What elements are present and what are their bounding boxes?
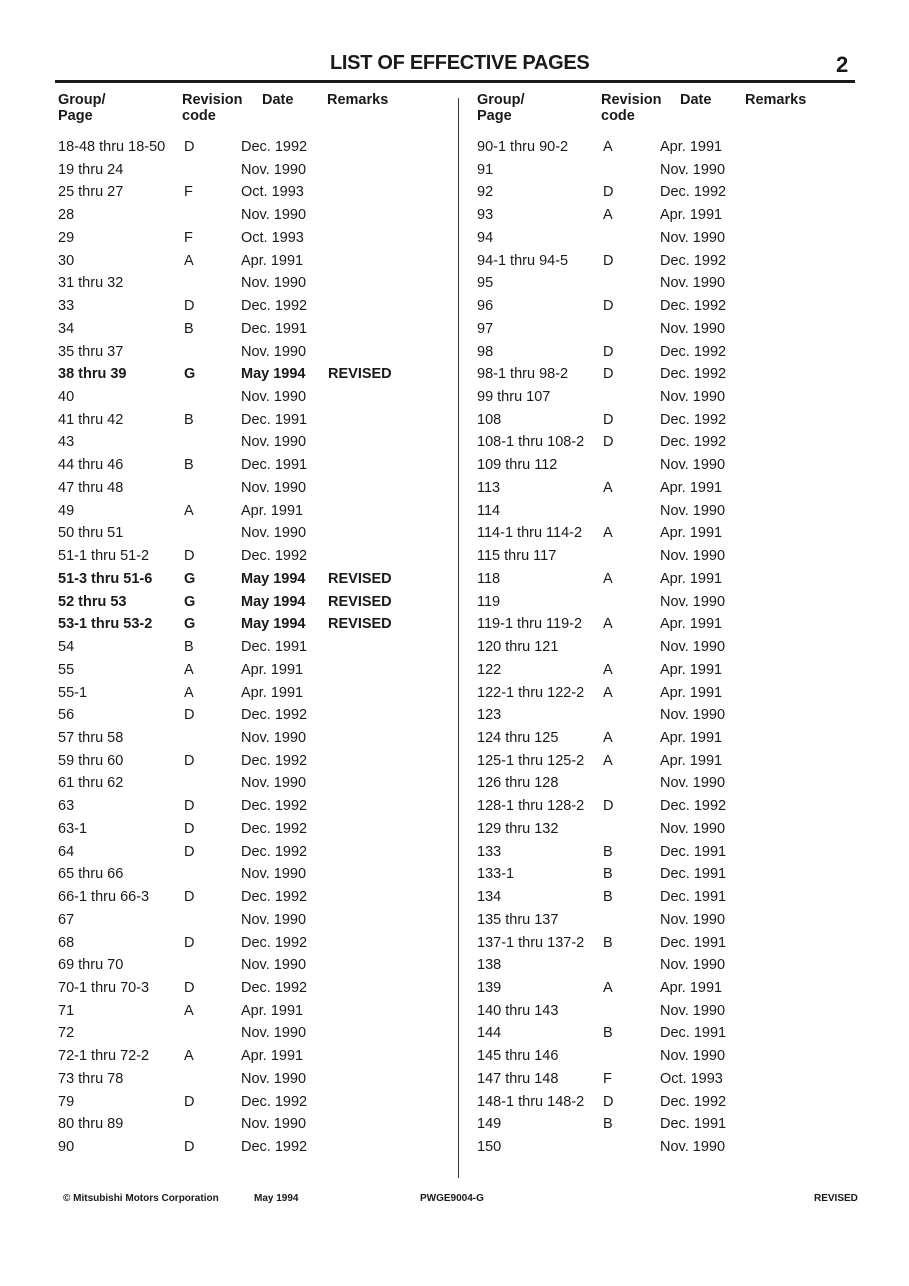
page-cell: 25 thru 27 <box>58 184 124 201</box>
date-cell: Oct. 1993 <box>241 184 304 201</box>
date-cell: Nov. 1990 <box>660 1048 726 1065</box>
page-cell: 96 <box>477 298 494 315</box>
date-cell: Apr. 1991 <box>660 479 723 496</box>
date-cell: Dec. 1992 <box>241 1093 308 1110</box>
page-cell: 51-3 thru 51-6 <box>58 570 153 587</box>
date-cell: Nov. 1990 <box>660 1139 726 1156</box>
date-cell: Apr. 1991 <box>660 752 723 769</box>
date-cell: Dec. 1992 <box>241 752 308 769</box>
date-cell: Dec. 1992 <box>241 820 308 837</box>
revision-code-cell: A <box>603 684 613 701</box>
page-cell: 53-1 thru 53-2 <box>58 616 153 633</box>
date-cell: Dec. 1992 <box>660 184 727 201</box>
revision-code-cell: A <box>603 752 613 769</box>
date-cell: Apr. 1991 <box>660 525 723 542</box>
revision-code-cell: A <box>184 1048 194 1065</box>
page-cell: 64 <box>58 843 75 860</box>
page-cell: 98-1 thru 98-2 <box>477 366 569 383</box>
date-cell: Nov. 1990 <box>660 1002 726 1019</box>
date-cell: Apr. 1991 <box>241 1048 304 1065</box>
page-cell: 57 thru 58 <box>58 729 124 746</box>
page-cell: 139 <box>477 980 502 996</box>
revision-code-cell: B <box>184 411 194 428</box>
date-cell: Nov. 1990 <box>241 343 307 360</box>
date-cell: Apr. 1991 <box>660 980 723 996</box>
revision-code-cell: F <box>603 1070 612 1087</box>
header-remarks-left: Remarks <box>327 92 389 108</box>
header-group-page-left <box>58 92 106 124</box>
date-cell: Dec. 1991 <box>660 866 727 883</box>
page-cell: 18-48 thru 18-50 <box>58 139 166 155</box>
header-page-label: Page <box>58 108 93 124</box>
page-cell: 65 thru 66 <box>58 866 124 883</box>
date-cell: Nov. 1990 <box>241 1070 307 1087</box>
page-cell: 125-1 thru 125-2 <box>477 752 585 769</box>
date-cell: Nov. 1990 <box>241 479 307 496</box>
column-divider <box>458 98 459 1178</box>
page-cell: 91 <box>477 161 494 178</box>
page-cell: 149 <box>477 1116 502 1133</box>
page-cell: 63-1 <box>58 820 88 837</box>
revision-code-cell: B <box>603 889 613 906</box>
date-cell: Dec. 1992 <box>660 434 727 451</box>
page-cell: 49 <box>58 502 75 519</box>
header-revision-code-right <box>601 92 661 124</box>
page-cell: 55 <box>58 661 75 678</box>
revision-code-cell: D <box>603 184 614 201</box>
page-cell: 19 thru 24 <box>58 161 124 178</box>
header-date-right: Date <box>680 92 712 108</box>
page-cell: 114-1 thru 114-2 <box>477 525 583 542</box>
revision-code-cell: G <box>184 593 196 610</box>
page-cell: 133 <box>477 843 502 860</box>
date-cell: Dec. 1992 <box>241 139 308 155</box>
date-cell: Apr. 1991 <box>241 1002 304 1019</box>
page-cell: 50 thru 51 <box>58 525 124 542</box>
revision-code-cell: A <box>603 525 613 542</box>
page-cell: 72-1 thru 72-2 <box>58 1048 150 1065</box>
page-cell: 150 <box>477 1139 502 1156</box>
date-cell: Dec. 1992 <box>660 798 727 815</box>
page-cell: 118 <box>477 570 501 587</box>
date-cell: Nov. 1990 <box>660 320 726 337</box>
date-cell: Nov. 1990 <box>241 1116 307 1133</box>
header-group-page-right <box>477 92 525 124</box>
page-cell: 90-1 thru 90-2 <box>477 139 569 155</box>
header-revision-code-left <box>182 92 242 124</box>
page-cell: 134 <box>477 889 502 906</box>
date-cell: Nov. 1990 <box>660 593 726 610</box>
date-cell: Dec. 1992 <box>241 980 308 996</box>
revision-code-cell: B <box>603 934 613 951</box>
revision-code-cell: A <box>603 661 613 678</box>
page-cell: 148-1 thru 148-2 <box>477 1093 585 1110</box>
page-cell: 30 <box>58 252 75 269</box>
page-cell: 80 thru 89 <box>58 1116 124 1133</box>
revision-code-cell: D <box>603 252 614 269</box>
page-cell: 145 thru 146 <box>477 1048 559 1065</box>
revision-code-cell: D <box>184 798 195 815</box>
date-cell: Dec. 1992 <box>241 707 308 724</box>
date-cell: Nov. 1990 <box>660 275 726 292</box>
date-cell: Nov. 1990 <box>241 207 307 224</box>
revision-code-cell: D <box>184 752 195 769</box>
date-cell: Dec. 1992 <box>660 343 727 360</box>
page-cell: 63 <box>58 798 75 815</box>
page-cell: 114 <box>477 502 501 519</box>
header-code-label: code <box>182 108 216 124</box>
page-cell: 95 <box>477 275 494 292</box>
header-revision-label: Revision <box>601 92 662 108</box>
date-cell: Dec. 1991 <box>241 457 308 474</box>
page-cell: 33 <box>58 298 75 315</box>
revision-code-cell: D <box>184 980 195 996</box>
footer-doc-code: PWGE9004-G <box>420 1193 484 1204</box>
revision-code-cell: A <box>603 980 613 996</box>
page-cell: 97 <box>477 320 494 337</box>
page-cell: 66-1 thru 66-3 <box>58 889 150 906</box>
date-cell: Dec. 1992 <box>241 934 308 951</box>
revision-code-cell: D <box>603 366 614 383</box>
page-cell: 72 <box>58 1025 75 1042</box>
date-cell: Dec. 1992 <box>241 843 308 860</box>
revision-code-cell: B <box>184 639 194 656</box>
revision-code-cell: D <box>603 411 614 428</box>
date-cell: Nov. 1990 <box>660 548 726 565</box>
date-cell: Dec. 1991 <box>241 320 308 337</box>
header-group-label: Group/ <box>477 92 525 108</box>
date-cell: Nov. 1990 <box>660 161 726 178</box>
date-cell: May 1994 <box>241 366 306 383</box>
page-cell: 129 thru 132 <box>477 820 559 837</box>
revision-code-cell: D <box>184 139 195 155</box>
remarks-cell: REVISED <box>328 593 392 610</box>
date-cell: Apr. 1991 <box>241 661 304 678</box>
date-cell: Nov. 1990 <box>660 911 726 928</box>
revision-code-cell: B <box>603 843 613 860</box>
page-cell: 123 <box>477 707 502 724</box>
remarks-cell: REVISED <box>328 616 392 633</box>
date-cell: Dec. 1992 <box>660 411 727 428</box>
page-cell: 120 thru 121 <box>477 639 559 656</box>
footer-date: May 1994 <box>254 1193 299 1204</box>
revision-code-cell: A <box>603 207 613 224</box>
date-cell: May 1994 <box>241 570 306 587</box>
page-cell: 51-1 thru 51-2 <box>58 548 150 565</box>
page-cell: 59 thru 60 <box>58 752 124 769</box>
page-cell: 79 <box>58 1093 75 1110</box>
page-cell: 135 thru 137 <box>477 911 559 928</box>
date-cell: Apr. 1991 <box>241 502 304 519</box>
date-cell: Nov. 1990 <box>241 389 307 406</box>
revision-code-cell: D <box>184 843 195 860</box>
revision-code-cell: A <box>603 729 613 746</box>
date-cell: Nov. 1990 <box>241 434 307 451</box>
date-cell: Apr. 1991 <box>660 729 723 746</box>
date-cell: Nov. 1990 <box>660 229 726 246</box>
header-group-label: Group/ <box>58 92 106 108</box>
remarks-cell: REVISED <box>328 570 392 587</box>
page-cell: 94 <box>477 229 494 246</box>
page-cell: 94-1 thru 94-5 <box>477 252 569 269</box>
date-cell: Nov. 1990 <box>241 161 307 178</box>
date-cell: Nov. 1990 <box>660 502 726 519</box>
revision-code-cell: A <box>184 1002 194 1019</box>
page-cell: 128-1 thru 128-2 <box>477 798 585 815</box>
date-cell: Nov. 1990 <box>660 639 726 656</box>
date-cell: Nov. 1990 <box>241 275 307 292</box>
page-cell: 69 thru 70 <box>58 957 124 974</box>
date-cell: Dec. 1992 <box>660 252 727 269</box>
revision-code-cell: D <box>184 548 195 565</box>
page-cell: 133-1 <box>477 866 515 883</box>
date-cell: Apr. 1991 <box>660 139 723 155</box>
page-cell: 122-1 thru 122-2 <box>477 684 585 701</box>
page-cell: 47 thru 48 <box>58 479 124 496</box>
page-cell: 137-1 thru 137-2 <box>477 934 585 951</box>
revision-code-cell: D <box>603 1093 614 1110</box>
date-cell: Dec. 1992 <box>660 298 727 315</box>
date-cell: Nov. 1990 <box>660 957 726 974</box>
revision-code-cell: D <box>184 934 195 951</box>
footer-status: REVISED <box>814 1193 858 1204</box>
page-cell: 71 <box>58 1002 75 1019</box>
date-cell: Nov. 1990 <box>660 775 726 792</box>
header-remarks-right: Remarks <box>745 92 807 108</box>
date-cell: Apr. 1991 <box>660 207 723 224</box>
date-cell: Dec. 1992 <box>241 1139 308 1156</box>
page-cell: 144 <box>477 1025 502 1042</box>
revision-code-cell: D <box>184 820 195 837</box>
revision-code-cell: F <box>184 229 193 246</box>
date-cell: Nov. 1990 <box>241 911 307 928</box>
page-cell: 140 thru 143 <box>477 1002 559 1019</box>
date-cell: Nov. 1990 <box>241 775 307 792</box>
page-cell: 34 <box>58 320 75 337</box>
revision-code-cell: A <box>184 502 194 519</box>
date-cell: Dec. 1992 <box>660 366 727 383</box>
date-cell: Nov. 1990 <box>241 525 307 542</box>
date-cell: Dec. 1992 <box>241 889 308 906</box>
date-cell: Nov. 1990 <box>660 707 726 724</box>
page-cell: 35 thru 37 <box>58 343 124 360</box>
date-cell: Dec. 1991 <box>241 639 308 656</box>
date-cell: Nov. 1990 <box>241 866 307 883</box>
header-code-label: code <box>601 108 635 124</box>
page-cell: 108 <box>477 411 502 428</box>
revision-code-cell: D <box>184 298 195 315</box>
date-cell: Nov. 1990 <box>660 457 726 474</box>
revision-code-cell: B <box>603 1025 613 1042</box>
revision-code-cell: D <box>603 343 614 360</box>
page-cell: 93 <box>477 207 494 224</box>
page-cell: 38 thru 39 <box>58 366 127 383</box>
page-cell: 31 thru 32 <box>58 275 124 292</box>
revision-code-cell: A <box>184 684 194 701</box>
date-cell: Apr. 1991 <box>660 661 723 678</box>
page-title: LIST OF EFFECTIVE PAGES <box>330 52 590 74</box>
revision-code-cell: D <box>603 798 614 815</box>
page-cell: 28 <box>58 207 75 224</box>
page-cell: 73 thru 78 <box>58 1070 124 1087</box>
date-cell: Dec. 1991 <box>660 1116 727 1133</box>
date-cell: Dec. 1992 <box>660 1093 727 1110</box>
date-cell: Nov. 1990 <box>241 1025 307 1042</box>
revision-code-cell: A <box>603 139 613 155</box>
page-cell: 108-1 thru 108-2 <box>477 434 585 451</box>
title-rule <box>55 80 855 83</box>
date-cell: Dec. 1991 <box>660 889 727 906</box>
page-cell: 68 <box>58 934 75 951</box>
page-cell: 119-1 thru 119-2 <box>477 616 583 633</box>
page-cell: 44 thru 46 <box>58 457 124 474</box>
page-cell: 98 <box>477 343 494 360</box>
revision-code-cell: A <box>184 252 194 269</box>
page-cell: 92 <box>477 184 494 201</box>
page-cell: 122 <box>477 661 502 678</box>
revision-code-cell: D <box>184 1139 195 1156</box>
footer-copyright: © Mitsubishi Motors Corporation <box>63 1193 219 1204</box>
page-cell: 61 thru 62 <box>58 775 124 792</box>
date-cell: Nov. 1990 <box>241 957 307 974</box>
page-cell: 54 <box>58 639 75 656</box>
page-cell: 115 thru 117 <box>477 548 557 565</box>
revision-code-cell: D <box>184 889 195 906</box>
page-cell: 113 <box>477 479 501 496</box>
page-cell: 41 thru 42 <box>58 411 124 428</box>
page-cell: 109 thru 112 <box>477 457 558 474</box>
date-cell: Apr. 1991 <box>660 570 723 587</box>
page-cell: 55-1 <box>58 684 88 701</box>
page-cell: 99 thru 107 <box>477 389 551 406</box>
page-cell: 119 <box>477 593 501 610</box>
revision-code-cell: G <box>184 366 196 383</box>
date-cell: Dec. 1991 <box>241 411 308 428</box>
date-cell: Nov. 1990 <box>241 729 307 746</box>
page-cell: 147 thru 148 <box>477 1070 559 1087</box>
revision-code-cell: A <box>184 661 194 678</box>
page-cell: 40 <box>58 389 75 406</box>
date-cell: May 1994 <box>241 593 306 610</box>
revision-code-cell: A <box>603 616 613 633</box>
remarks-cell: REVISED <box>328 366 392 383</box>
revision-code-cell: A <box>603 570 613 587</box>
date-cell: Oct. 1993 <box>660 1070 723 1087</box>
page-cell: 29 <box>58 229 75 246</box>
date-cell: Dec. 1991 <box>660 1025 727 1042</box>
page-cell: 56 <box>58 707 75 724</box>
date-cell: Dec. 1991 <box>660 934 727 951</box>
date-cell: Oct. 1993 <box>241 229 304 246</box>
revision-code-cell: D <box>184 707 195 724</box>
header-revision-label: Revision <box>182 92 243 108</box>
date-cell: Apr. 1991 <box>660 616 723 633</box>
page-cell: 138 <box>477 957 502 974</box>
revision-code-cell: A <box>603 479 613 496</box>
page-cell: 90 <box>58 1139 75 1156</box>
page-cell: 126 thru 128 <box>477 775 559 792</box>
revision-code-cell: D <box>603 434 614 451</box>
page-cell: 52 thru 53 <box>58 593 127 610</box>
date-cell: Apr. 1991 <box>660 684 723 701</box>
revision-code-cell: F <box>184 184 193 201</box>
header-page-label: Page <box>477 108 512 124</box>
revision-code-cell: B <box>184 457 194 474</box>
page-cell: 43 <box>58 434 75 451</box>
date-cell: May 1994 <box>241 616 306 633</box>
revision-code-cell: G <box>184 570 196 587</box>
date-cell: Nov. 1990 <box>660 389 726 406</box>
date-cell: Apr. 1991 <box>241 252 304 269</box>
date-cell: Dec. 1992 <box>241 798 308 815</box>
date-cell: Dec. 1992 <box>241 298 308 315</box>
revision-code-cell: D <box>603 298 614 315</box>
page-number: 2 <box>836 52 849 77</box>
revision-code-cell: B <box>603 866 613 883</box>
revision-code-cell: D <box>184 1093 195 1110</box>
revision-code-cell: G <box>184 616 196 633</box>
page-cell: 70-1 thru 70-3 <box>58 980 150 996</box>
page-cell: 67 <box>58 911 75 928</box>
header-date-left: Date <box>262 92 294 108</box>
date-cell: Apr. 1991 <box>241 684 304 701</box>
date-cell: Dec. 1992 <box>241 548 308 565</box>
date-cell: Nov. 1990 <box>660 820 726 837</box>
date-cell: Dec. 1991 <box>660 843 727 860</box>
revision-code-cell: B <box>184 320 194 337</box>
page-cell: 124 thru 125 <box>477 729 559 746</box>
revision-code-cell: B <box>603 1116 613 1133</box>
